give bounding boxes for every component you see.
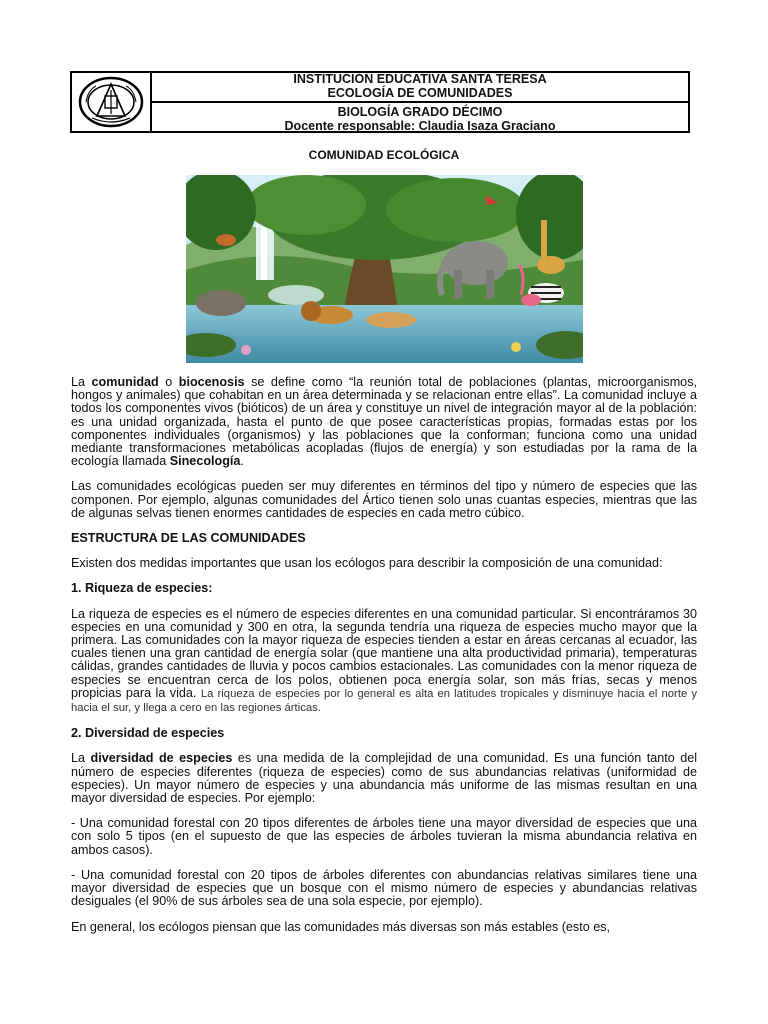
course-name: BIOLOGÍA GRADO DÉCIMO bbox=[337, 104, 503, 119]
institution-name: INSTITUCIÓN EDUCATIVA SANTA TERESA bbox=[293, 71, 547, 86]
header-bottom-block bbox=[285, 103, 556, 133]
paragraph-riqueza bbox=[71, 608, 697, 716]
school-logo-cell bbox=[72, 73, 152, 131]
paragraph-example-1: - Una comunidad forestal con 20 tipos diferentes de árboles tiene una mayor diversidad de especies que una con solo 5 tipos (en el supuesto de que las especies de árboles tuvieran la misma abundancia relativa en ambos casos). bbox=[71, 816, 697, 857]
term-comunidad: comunidad bbox=[91, 375, 159, 389]
paragraph-riqueza-note: La riqueza de especies por lo general es alta en latitudes tropicales y disminuye hacia el norte y hacia el sur, y llega a cero en las regiones árticas. bbox=[71, 687, 697, 715]
header-text bbox=[152, 73, 688, 131]
header-table bbox=[70, 71, 690, 133]
school-seal-logo bbox=[78, 76, 144, 128]
text-span: . bbox=[240, 454, 244, 469]
document-body bbox=[71, 376, 697, 946]
heading-riqueza: 1. Riqueza de especies: bbox=[71, 581, 213, 596]
topic-name: ECOLOGÍA DE COMUNIDADES bbox=[327, 85, 513, 100]
text-span: La riqueza de especies es el número de especies diferentes en una comunidad particular. Si encontráramos 30 especies en una comunidad y 300 en otra, la segunda tendría una riqueza de especies mucho mayor que la primera. Las comunidades con la mayor riqueza de especies tienden a estar en áreas cercanas al ecuador, las cuales tienen una gran cantidad de energía solar (que mantiene una alta productividad primaria), temperaturas cálidas, grandes cantidades de lluvia y pocos cambios estacionales. Las comunidades con la menor riqueza de especies se encuentran cerca de los polos, obtienen poca energía solar, son más frías, secas y menos propicias para la vida. bbox=[71, 606, 697, 700]
heading-estructura: ESTRUCTURA DE LAS COMUNIDADES bbox=[71, 531, 306, 546]
text-span: se define como “la reunión total de poblaciones (plantas, microorganismos, hongos y animales) que cohabitan en un área determinada y se relacionan entre ellas”. La comunidad incluye a todos los componentes vivos (bióticos) de un área y constituye un nivel de integración mayor al de la población: es una unidad organizada, hasta el punto de que posee características propias, formadas estas por los componentes individuales (organismos) y las poblaciones que la conforman; funciona como una unidad mediante transformaciones metabólicas acopladas (flujos de energía) y son estudiadas por la rama de la ecología llamada bbox=[71, 375, 697, 469]
paragraph-arctic-example: Las comunidades ecológicas pueden ser muy diferentes en términos del tipo y número de especies que las componen. Por ejemplo, algunas comunidades del Ártico tienen solo unas cuantas especies, mientras que las de algunas selvas tienen enormes cantidades de especies en cada metro cúbico. bbox=[71, 479, 697, 520]
paragraph-stability: En general, los ecólogos piensan que las comunidades más diversas son más estables (esto es, bbox=[71, 919, 611, 934]
term-diversidad: diversidad de especies bbox=[90, 751, 233, 766]
text-span: es una medida de la complejidad de una comunidad. Es una función tanto del número de especies diferentes (riqueza de especies) como de sus abundancias relativas (uniformidad de especies). Un mayor número de especies y una abundancia más uniforme de las mismas resultan en una mayor diversidad de especies. Por ejemplo: bbox=[71, 751, 698, 806]
document-title: COMUNIDAD ECOLÓGICA bbox=[308, 148, 460, 162]
paragraph-definition bbox=[71, 376, 697, 468]
heading-diversidad: 2. Diversidad de especies bbox=[71, 726, 225, 741]
paragraph-example-2: - Una comunidad forestal con 20 tipos de árboles diferentes con abundancias relativas similares tiene una mayor diversidad de especies que un bosque con el mismo número de especies y abundancias relativas desiguales (el 90% de sus árboles sea de una sola especie, por ejemplo). bbox=[71, 867, 697, 909]
teacher-name: Docente responsable: Claudia Isaza Graciano bbox=[284, 118, 556, 133]
paragraph-diversidad bbox=[71, 752, 697, 805]
ecosystem-illustration bbox=[186, 175, 583, 363]
jungle-scene-image bbox=[186, 175, 583, 363]
term-sinecologia: Sinecología bbox=[169, 454, 241, 469]
text-span: La bbox=[71, 751, 91, 766]
header-top-block bbox=[152, 72, 688, 103]
text-span: La bbox=[71, 375, 92, 389]
paragraph-measures: Existen dos medidas importantes que usan los ecólogos para describir la composición de una comunidad: bbox=[71, 556, 663, 571]
text-span: o bbox=[158, 375, 179, 389]
term-biocenosis: biocenosis bbox=[178, 375, 245, 389]
